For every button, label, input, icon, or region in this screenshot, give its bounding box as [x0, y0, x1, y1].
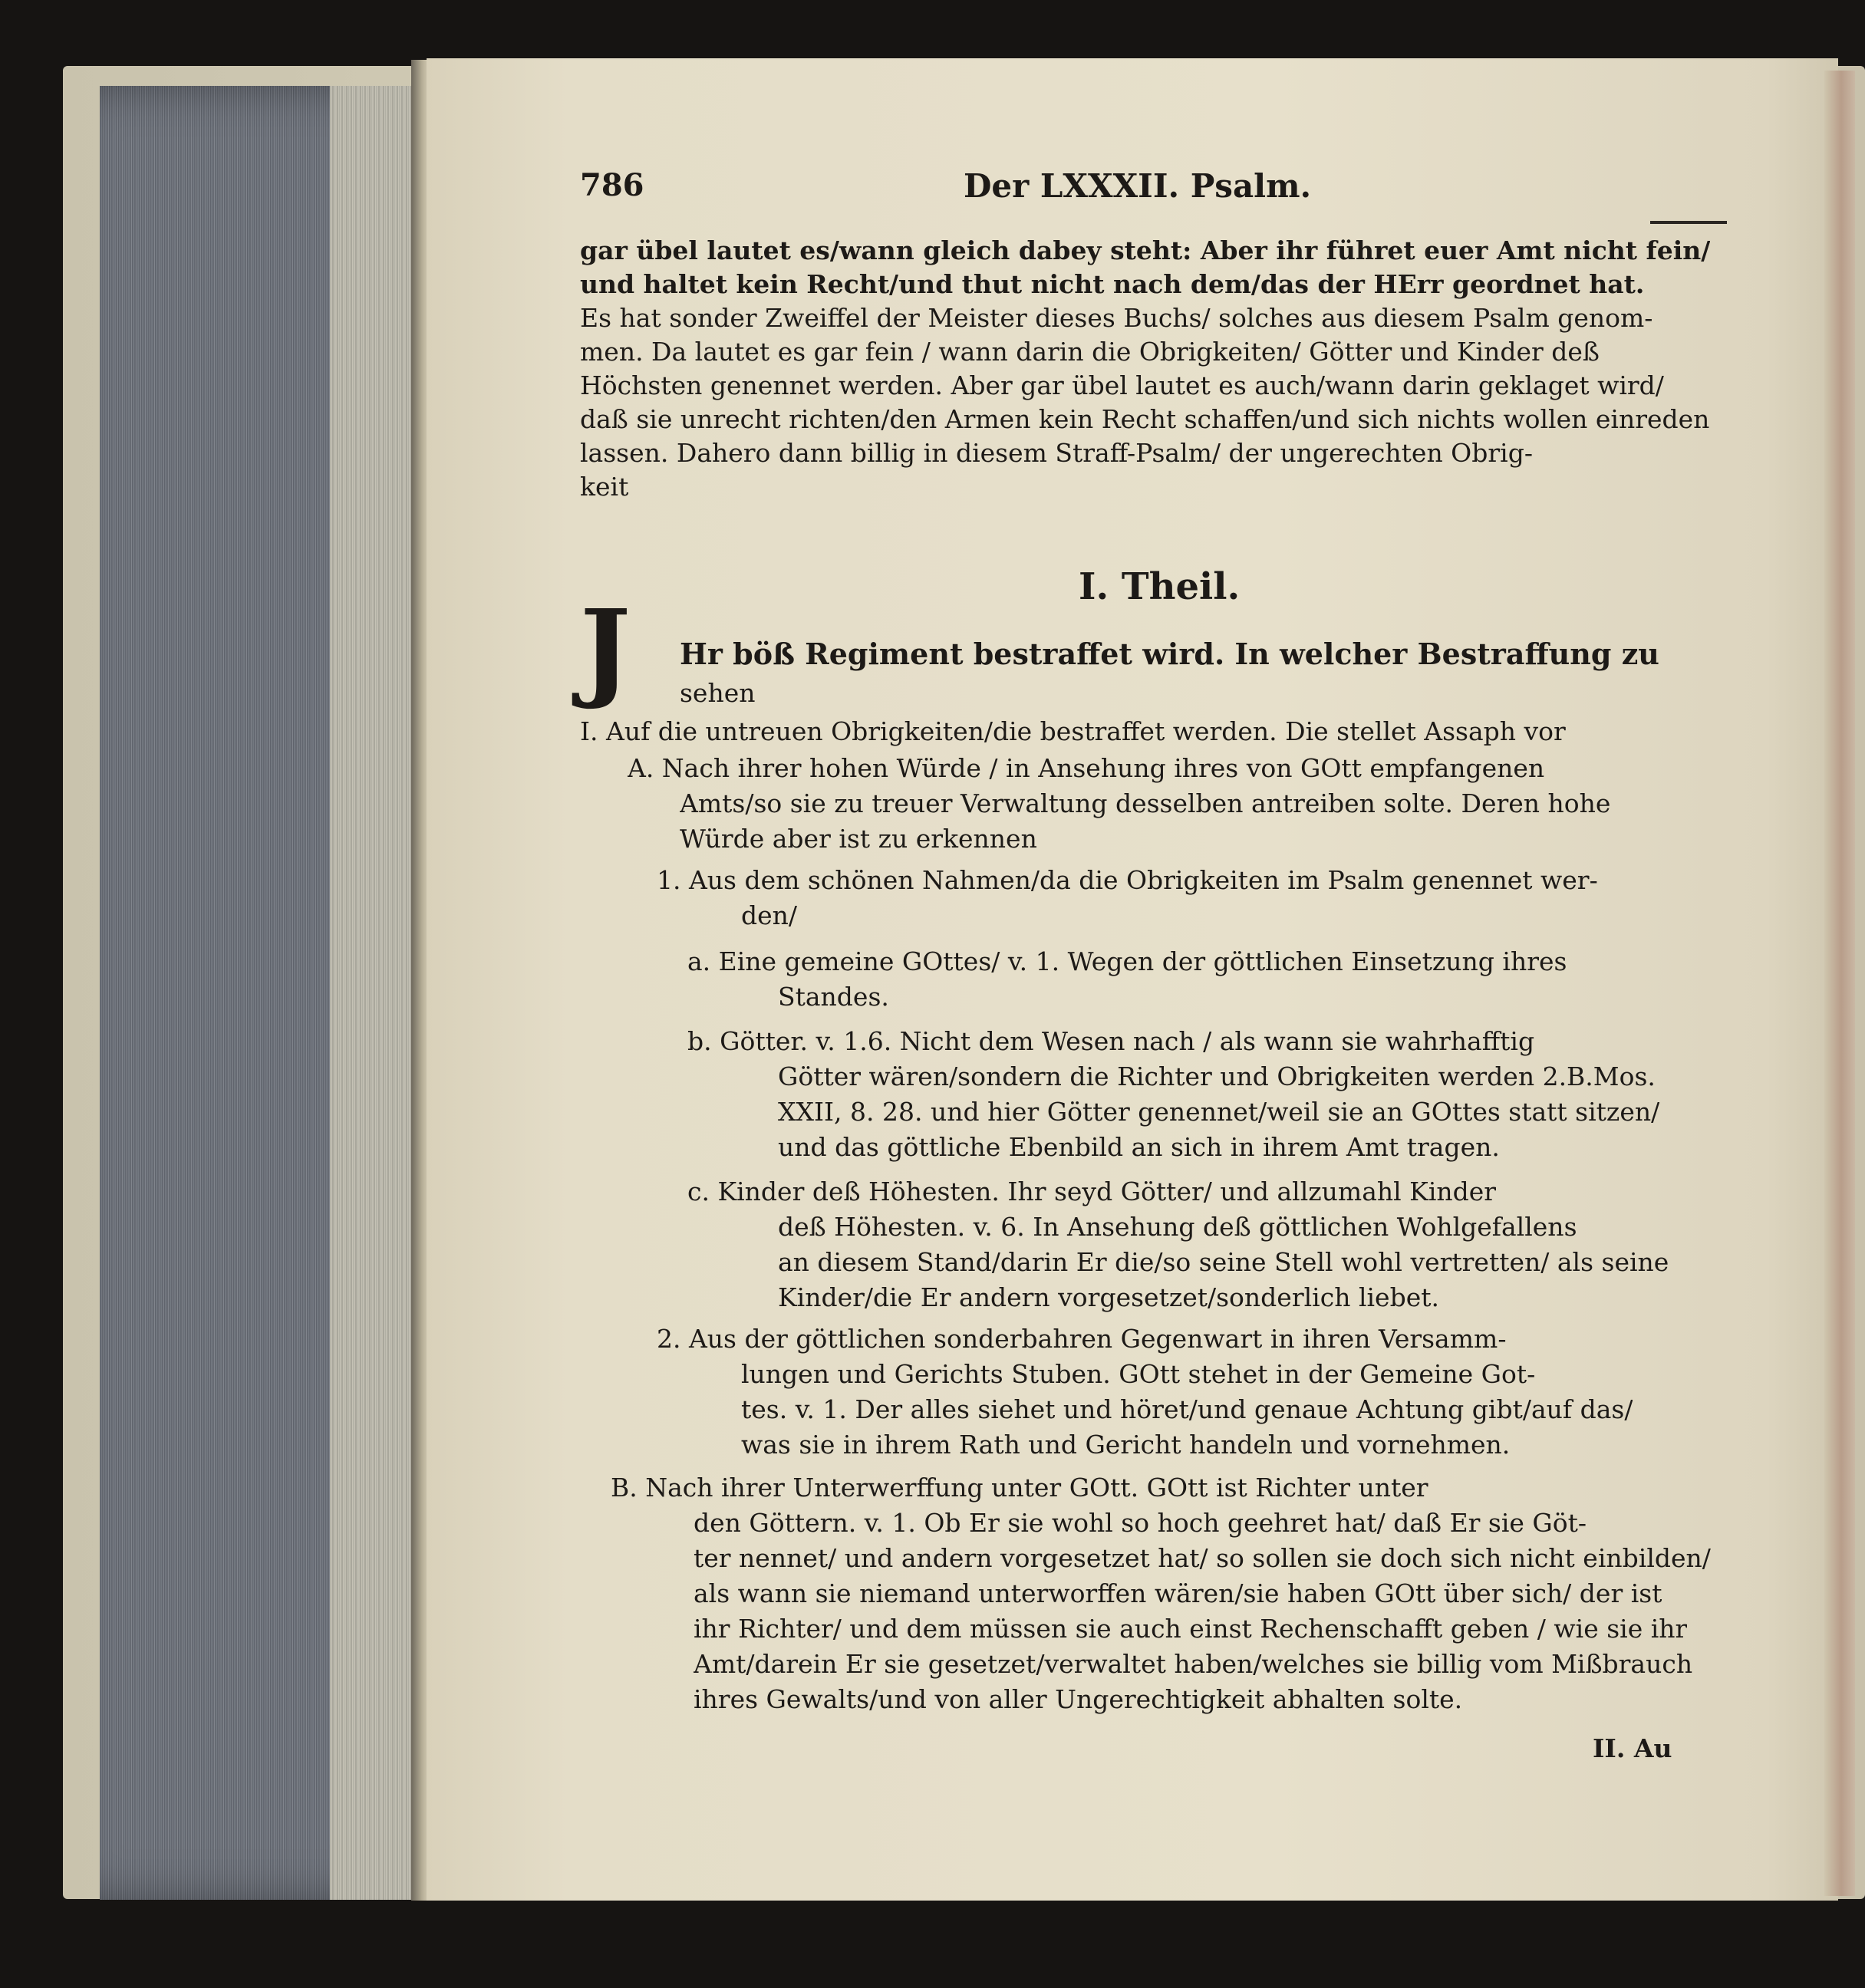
page-block-edges [100, 86, 414, 1900]
catchword: II. Au [1593, 1733, 1672, 1763]
outline-line: XXII, 8. 28. und hier Götter genennet/weil sie an GOttes statt sitzen/ [778, 1097, 1660, 1127]
outline-line: an diesem Stand/darin Er die/so seine Stell wohl vertretten/ als seine [778, 1247, 1669, 1277]
intro-line: Höchsten genennet werden. Aber gar übel lautet es auch/wann darin geklaget wird/ [580, 370, 1664, 400]
outline-line: Kinder/die Er andern vorgesetzet/sonderlich liebet. [778, 1282, 1439, 1312]
outline-line: den Göttern. v. 1. Ob Er sie wohl so hoch geehret hat/ daß Er sie Göt- [694, 1508, 1587, 1538]
opening-line: Hr böß Regiment bestraffet wird. In welcher Bestraffung zu [680, 637, 1659, 671]
outline-line: was sie in ihrem Rath und Gericht handeln und vornehmen. [741, 1430, 1511, 1460]
intro-line: men. Da lautet es gar fein / wann darin die Obrigkeiten/ Götter und Kinder deß [580, 337, 1600, 367]
outline-line: 2. Aus der göttlichen sonderbahren Gegenwart in ihren Versamm- [657, 1324, 1507, 1354]
outline-line: b. Götter. v. 1.6. Nicht dem Wesen nach / als wann sie wahrhafftig [687, 1026, 1535, 1056]
intro-line: keit [580, 472, 629, 502]
page-number: 786 [580, 167, 644, 203]
outline-line: I. Auf die untreuen Obrigkeiten/die bestraffet werden. Die stellet Assaph vor [580, 716, 1566, 746]
intro-line: gar übel lautet es/wann gleich dabey steht: Aber ihr führet euer Amt nicht fein/ [580, 235, 1711, 265]
outline-line: Götter wären/sondern die Richter und Obrigkeiten werden 2.B.Mos. [778, 1061, 1656, 1091]
outline-line: a. Eine gemeine GOttes/ v. 1. Wegen der göttlichen Einsetzung ihres [687, 946, 1567, 976]
page-header [580, 167, 1723, 213]
outline-line: A. Nach ihrer hohen Würde / in Ansehung ihres von GOtt empfangenen [628, 753, 1545, 783]
header-rule [1650, 221, 1727, 224]
running-title: Der LXXXII. Psalm. [964, 167, 1312, 205]
outline-line: lungen und Gerichts Stuben. GOtt stehet in der Gemeine Got- [741, 1359, 1536, 1389]
outline-line: B. Nach ihrer Unterwerffung unter GOtt. GOtt ist Richter unter [611, 1473, 1428, 1503]
intro-line: daß sie unrecht richten/den Armen kein Recht schaffen/und sich nichts wollen einreden [580, 404, 1710, 434]
outline-line: ihres Gewalts/und von aller Ungerechtigkeit abhalten solte. [694, 1684, 1463, 1714]
page-right-edge [1824, 71, 1855, 1896]
opening-line: sehen [680, 678, 756, 708]
outline-line: ter nennet/ und andern vorgesetzet hat/ so sollen sie doch sich nicht einbilden/ [694, 1543, 1711, 1573]
outline-line: 1. Aus dem schönen Nahmen/da die Obrigkeiten im Psalm genennet wer- [657, 865, 1598, 895]
outline-line: tes. v. 1. Der alles siehet und höret/und genaue Achtung gibt/auf das/ [741, 1394, 1633, 1424]
outline-line: ihr Richter/ und dem müssen sie auch einst Rechenschafft geben / wie sie ihr [694, 1614, 1688, 1644]
outline-line: c. Kinder deß Höhesten. Ihr seyd Götter/ und allzumahl Kinder [687, 1177, 1497, 1206]
outline-line: den/ [741, 900, 798, 930]
outline-line: Standes. [778, 982, 889, 1012]
intro-line: Es hat sonder Zweiffel der Meister dieses Buchs/ solches aus diesem Psalm genom- [580, 303, 1653, 333]
outline-line: Würde aber ist zu erkennen [680, 824, 1037, 854]
outline-line: als wann sie niemand unterworffen wären/sie haben GOtt über sich/ der ist [694, 1578, 1662, 1608]
outline-line: deß Höhesten. v. 6. In Ansehung deß göttlichen Wohlgefallens [778, 1212, 1577, 1242]
intro-line: und haltet kein Recht/und thut nicht nach dem/das der HErr geordnet hat. [580, 269, 1645, 299]
intro-line: lassen. Dahero dann billig in diesem Straff-Psalm/ der ungerechten Obrig- [580, 438, 1533, 468]
outline-line: Amt/darein Er sie gesetzet/verwaltet haben/welches sie billig vom Mißbrauch [694, 1649, 1693, 1679]
drop-initial: J [580, 587, 631, 713]
section-heading: I. Theil. [1079, 565, 1241, 608]
outline-line: und das göttliche Ebenbild an sich in ihrem Amt tragen. [778, 1132, 1500, 1162]
outline-line: Amts/so sie zu treuer Verwaltung desselben antreiben solte. Deren hohe [680, 788, 1611, 818]
